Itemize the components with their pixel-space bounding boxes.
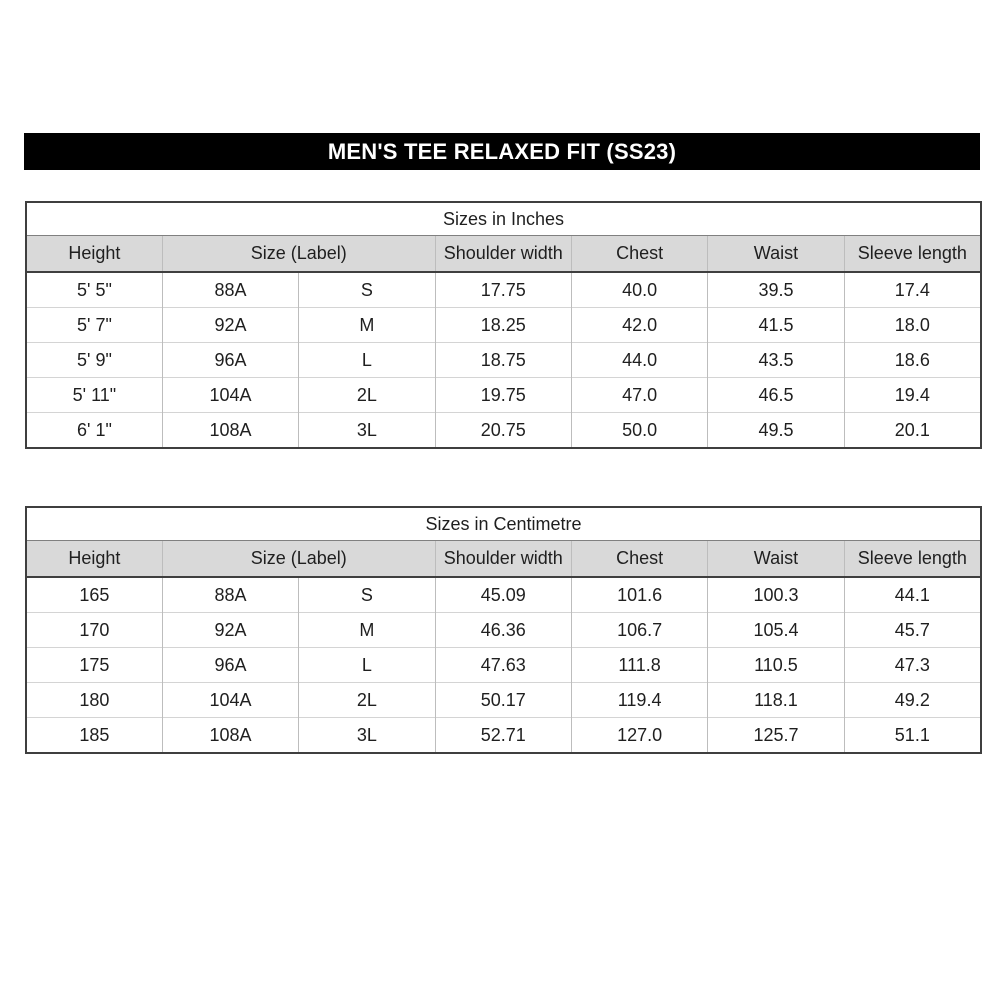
table-cell: 47.0: [571, 378, 707, 413]
table-cell: 105.4: [708, 613, 844, 648]
table-cell: 18.6: [844, 343, 981, 378]
table-cell: 106.7: [571, 613, 707, 648]
table-row: [26, 683, 981, 718]
table-cell: L: [299, 648, 435, 683]
table-cell: 5' 7": [26, 308, 162, 343]
table-cell: 180: [26, 683, 162, 718]
table-cell: 18.25: [435, 308, 571, 343]
table-cell: 104A: [162, 378, 298, 413]
table-cell: 2L: [299, 378, 435, 413]
col-header-height: Height: [26, 541, 162, 578]
table-cell: 96A: [162, 343, 298, 378]
table-cell: 18.75: [435, 343, 571, 378]
table-cell: M: [299, 613, 435, 648]
centimetre-table-section: [25, 506, 982, 754]
table-header-row: [26, 236, 981, 273]
table-cell: 17.4: [844, 272, 981, 308]
inches-size-table: [25, 201, 982, 449]
table-cell: 118.1: [708, 683, 844, 718]
table-cell: 3L: [299, 413, 435, 449]
table-row: [26, 613, 981, 648]
table-row: [26, 308, 981, 343]
chart-title-text: MEN'S TEE RELAXED FIT (SS23): [327, 138, 677, 164]
table-cell: 2L: [299, 683, 435, 718]
inches-table-section: [25, 201, 982, 449]
centimetre-table-body: [26, 577, 981, 753]
table-cell: S: [299, 577, 435, 613]
col-header-waist: Waist: [708, 541, 844, 578]
table-cell: 51.1: [844, 718, 981, 754]
table-cell: 52.71: [435, 718, 571, 754]
table-cell: 175: [26, 648, 162, 683]
table-cell: 50.17: [435, 683, 571, 718]
table-cell: 18.0: [844, 308, 981, 343]
table-cell: 17.75: [435, 272, 571, 308]
table-cell: M: [299, 308, 435, 343]
table-caption: Sizes in Centimetre: [26, 507, 981, 541]
col-header-height: Height: [26, 236, 162, 273]
table-cell: 42.0: [571, 308, 707, 343]
table-cell: 101.6: [571, 577, 707, 613]
table-caption: Sizes in Inches: [26, 202, 981, 236]
col-header-size-label: Size (Label): [162, 541, 435, 578]
table-cell: 185: [26, 718, 162, 754]
col-header-chest: Chest: [571, 541, 707, 578]
table-cell: 5' 11": [26, 378, 162, 413]
table-row: [26, 378, 981, 413]
table-cell: 50.0: [571, 413, 707, 449]
table-cell: 5' 9": [26, 343, 162, 378]
inches-table-body: [26, 272, 981, 448]
table-cell: 110.5: [708, 648, 844, 683]
table-row: [26, 718, 981, 754]
col-header-size-label: Size (Label): [162, 236, 435, 273]
table-cell: 127.0: [571, 718, 707, 754]
col-header-chest: Chest: [571, 236, 707, 273]
table-cell: 20.1: [844, 413, 981, 449]
table-row: [26, 272, 981, 308]
table-row: [26, 577, 981, 613]
table-cell: 119.4: [571, 683, 707, 718]
centimetre-size-table: [25, 506, 982, 754]
table-cell: 92A: [162, 308, 298, 343]
table-cell: 165: [26, 577, 162, 613]
table-cell: 88A: [162, 272, 298, 308]
table-caption-row: [26, 202, 981, 236]
table-cell: 100.3: [708, 577, 844, 613]
table-cell: 170: [26, 613, 162, 648]
col-header-shoulder-width: Shoulder width: [435, 236, 571, 273]
table-header-row: [26, 541, 981, 578]
table-cell: 44.0: [571, 343, 707, 378]
table-cell: 46.5: [708, 378, 844, 413]
table-cell: 96A: [162, 648, 298, 683]
table-cell: 5' 5": [26, 272, 162, 308]
table-cell: 125.7: [708, 718, 844, 754]
table-cell: 108A: [162, 718, 298, 754]
table-cell: 49.2: [844, 683, 981, 718]
table-cell: 92A: [162, 613, 298, 648]
table-cell: 19.75: [435, 378, 571, 413]
table-cell: 6' 1": [26, 413, 162, 449]
table-cell: 39.5: [708, 272, 844, 308]
table-cell: 47.63: [435, 648, 571, 683]
table-row: [26, 413, 981, 449]
table-cell: 45.7: [844, 613, 981, 648]
col-header-sleeve-length: Sleeve length: [844, 541, 981, 578]
table-cell: 44.1: [844, 577, 981, 613]
table-cell: 40.0: [571, 272, 707, 308]
table-cell: 3L: [299, 718, 435, 754]
table-cell: 47.3: [844, 648, 981, 683]
table-cell: 41.5: [708, 308, 844, 343]
col-header-shoulder-width: Shoulder width: [435, 541, 571, 578]
table-row: [26, 343, 981, 378]
table-cell: 20.75: [435, 413, 571, 449]
table-cell: 111.8: [571, 648, 707, 683]
table-cell: 19.4: [844, 378, 981, 413]
table-cell: S: [299, 272, 435, 308]
table-cell: 108A: [162, 413, 298, 449]
table-cell: 45.09: [435, 577, 571, 613]
table-cell: 88A: [162, 577, 298, 613]
col-header-waist: Waist: [708, 236, 844, 273]
table-cell: L: [299, 343, 435, 378]
col-header-sleeve-length: Sleeve length: [844, 236, 981, 273]
table-row: [26, 648, 981, 683]
table-caption-row: [26, 507, 981, 541]
table-cell: 104A: [162, 683, 298, 718]
table-cell: 49.5: [708, 413, 844, 449]
chart-title-bar: [24, 133, 980, 170]
table-cell: 43.5: [708, 343, 844, 378]
table-cell: 46.36: [435, 613, 571, 648]
